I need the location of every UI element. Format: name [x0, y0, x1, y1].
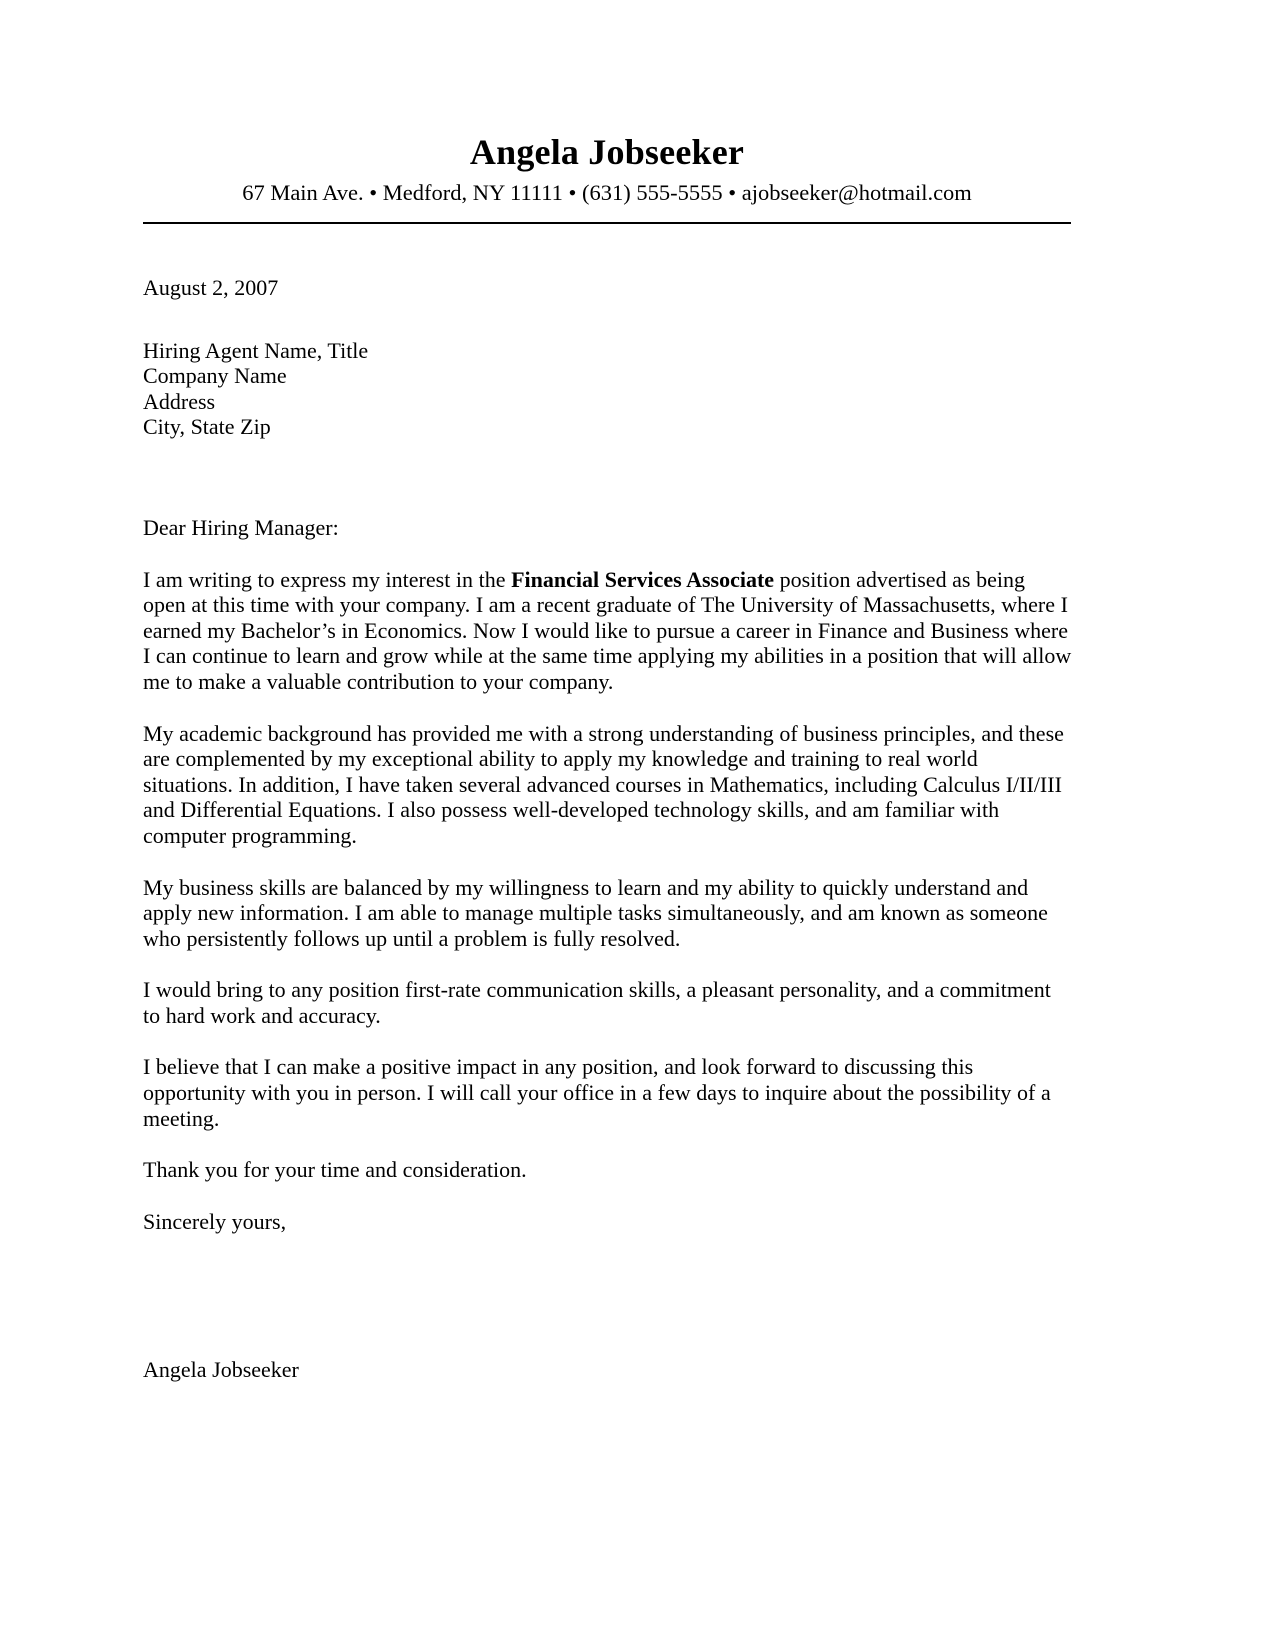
body-paragraph-3: My business skills are balanced by my willingness to learn and my ability to quickly understand and apply new information. I am able to manage multiple tasks simultaneously, and am known as someone who persistently follows up until a problem is fully resolved. [143, 874, 1048, 951]
recipient-line-4: City, State Zip [143, 414, 271, 440]
body-paragraph-4: I would bring to any position first-rate communication skills, a pleasant personality, and a commitment to hard work and accuracy. [143, 977, 1051, 1028]
body-paragraph-5: I believe that I can make a positive impact in any position, and look forward to discussing this opportunity with you in person. I will call your office in a few days to inquire about the possibility of a meeting. [143, 1054, 1051, 1131]
paragraph-1-text-before-job-title: I am writing to express my interest in the [143, 566, 512, 592]
body-paragraph-2: My academic background has provided me with a strong understanding of business principles, and these are complemented by my exceptional ability to apply my knowledge and training to real world situations. In addition, I have taken several advanced courses in Mathematics, including Calculus I/II/III and Differential Equations. I also possess well-developed technology skills, and am familiar with computer programming. [143, 720, 1064, 848]
recipient-line-3: Address [143, 388, 216, 414]
body-paragraph-1 [143, 567, 1073, 695]
signature-name: Angela Jobseeker [143, 1357, 299, 1383]
closing-salutation: Sincerely yours, [143, 1208, 287, 1234]
letter-body [143, 275, 1073, 1383]
applicant-name: Angela Jobseeker [469, 132, 745, 172]
paragraph-1-text-after-job-title: position advertised as being open at this time with your company. I am a recent graduate of The University of Massachusetts, where I earned my Bachelor’s in Economics. Now I would like to pursue a career in Finance and Business where I can continue to learn and grow while at the same time applying my abilities in a position that will allow me to make a valuable contribution to your company. [143, 566, 1072, 694]
salutation: Dear Hiring Manager: [143, 514, 339, 540]
applicant-contact-line: 67 Main Ave. • Medford, NY 11111 • (631) 555-5555 • ajobseeker@hotmail.com [242, 180, 972, 206]
recipient-address-block [143, 338, 1073, 440]
letterhead-divider [143, 222, 1071, 224]
job-title-emphasis: Financial Services Associate [511, 566, 775, 592]
recipient-line-2: Company Name [143, 363, 287, 389]
recipient-line-1: Hiring Agent Name, Title [143, 337, 369, 363]
letterhead [143, 132, 1071, 206]
letter-date: August 2, 2007 [143, 275, 279, 300]
closing-thanks: Thank you for your time and consideration. [143, 1157, 527, 1183]
